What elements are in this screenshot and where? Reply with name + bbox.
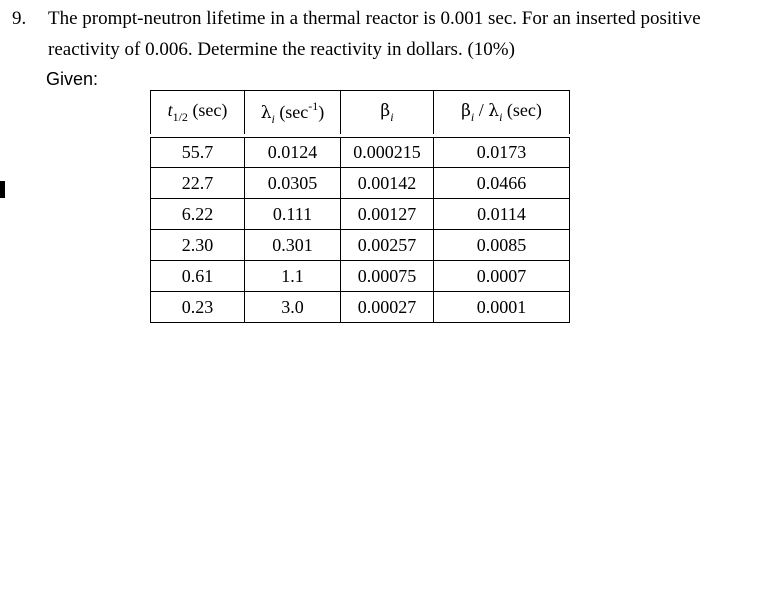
cell-decay-constant: 0.301 xyxy=(245,230,341,261)
table-header-row xyxy=(151,91,570,136)
question-text-line-2: reactivity of 0.006. Determine the reactivity in dollars. (10%) xyxy=(48,39,515,60)
header-lambda-unit-close: ) xyxy=(318,101,325,122)
header-lambda-unit: (sec xyxy=(274,101,309,122)
cell-half-life: 0.61 xyxy=(151,261,245,292)
table-row xyxy=(151,230,570,261)
header-ratio-beta-subscript: i xyxy=(470,110,475,124)
edge-marker xyxy=(0,181,5,198)
table-row xyxy=(151,292,570,323)
cell-half-life: 2.30 xyxy=(151,230,245,261)
cell-decay-constant: 0.0305 xyxy=(245,168,341,199)
header-half-life xyxy=(151,91,245,136)
header-lambda-symbol: λ xyxy=(260,102,272,123)
header-ratio-lambda-symbol: λ xyxy=(488,101,500,121)
header-beta xyxy=(341,91,434,136)
cell-decay-constant: 3.0 xyxy=(245,292,341,323)
cell-beta: 0.00075 xyxy=(341,261,434,292)
cell-beta: 0.00142 xyxy=(341,168,434,199)
header-half-life-symbol: t xyxy=(167,100,173,120)
header-ratio-slash: / xyxy=(474,100,489,120)
cell-beta-over-lambda: 0.0001 xyxy=(434,292,570,323)
cell-decay-constant: 1.1 xyxy=(245,261,341,292)
header-beta-over-lambda xyxy=(434,91,570,136)
header-decay-constant xyxy=(245,91,341,136)
cell-beta-over-lambda: 0.0007 xyxy=(434,261,570,292)
cell-beta: 0.000215 xyxy=(341,136,434,168)
cell-beta: 0.00027 xyxy=(341,292,434,323)
cell-half-life: 0.23 xyxy=(151,292,245,323)
header-ratio-beta-symbol: β xyxy=(461,101,471,121)
header-lambda-unit-exponent: -1 xyxy=(308,98,319,113)
question-number: 9. xyxy=(12,8,27,29)
header-lambda-subscript: i xyxy=(271,111,275,126)
cell-beta-over-lambda: 0.0114 xyxy=(434,199,570,230)
cell-beta-over-lambda: 0.0466 xyxy=(434,168,570,199)
table-row xyxy=(151,199,570,230)
cell-decay-constant: 0.111 xyxy=(245,199,341,230)
given-label: Given: xyxy=(46,69,99,89)
cell-beta: 0.00257 xyxy=(341,230,434,261)
cell-beta-over-lambda: 0.0085 xyxy=(434,230,570,261)
delayed-neutron-table xyxy=(150,90,570,323)
header-beta-subscript: i xyxy=(390,110,394,124)
table-row xyxy=(151,168,570,199)
header-half-life-subscript: 1/2 xyxy=(172,110,188,124)
cell-beta: 0.00127 xyxy=(341,199,434,230)
table-row xyxy=(151,136,570,168)
cell-half-life: 6.22 xyxy=(151,199,245,230)
header-half-life-unit: (sec) xyxy=(187,100,228,120)
header-ratio-lambda-subscript: i xyxy=(499,110,503,124)
cell-half-life: 55.7 xyxy=(151,136,245,168)
question-text-line-1: The prompt-neutron lifetime in a thermal reactor is 0.001 sec. For an inserted positive xyxy=(48,8,701,29)
table-row xyxy=(151,261,570,292)
cell-half-life: 22.7 xyxy=(151,168,245,199)
header-ratio-unit: (sec) xyxy=(502,100,542,120)
cell-beta-over-lambda: 0.0173 xyxy=(434,136,570,168)
cell-decay-constant: 0.0124 xyxy=(245,136,341,168)
header-beta-symbol: β xyxy=(380,101,391,121)
